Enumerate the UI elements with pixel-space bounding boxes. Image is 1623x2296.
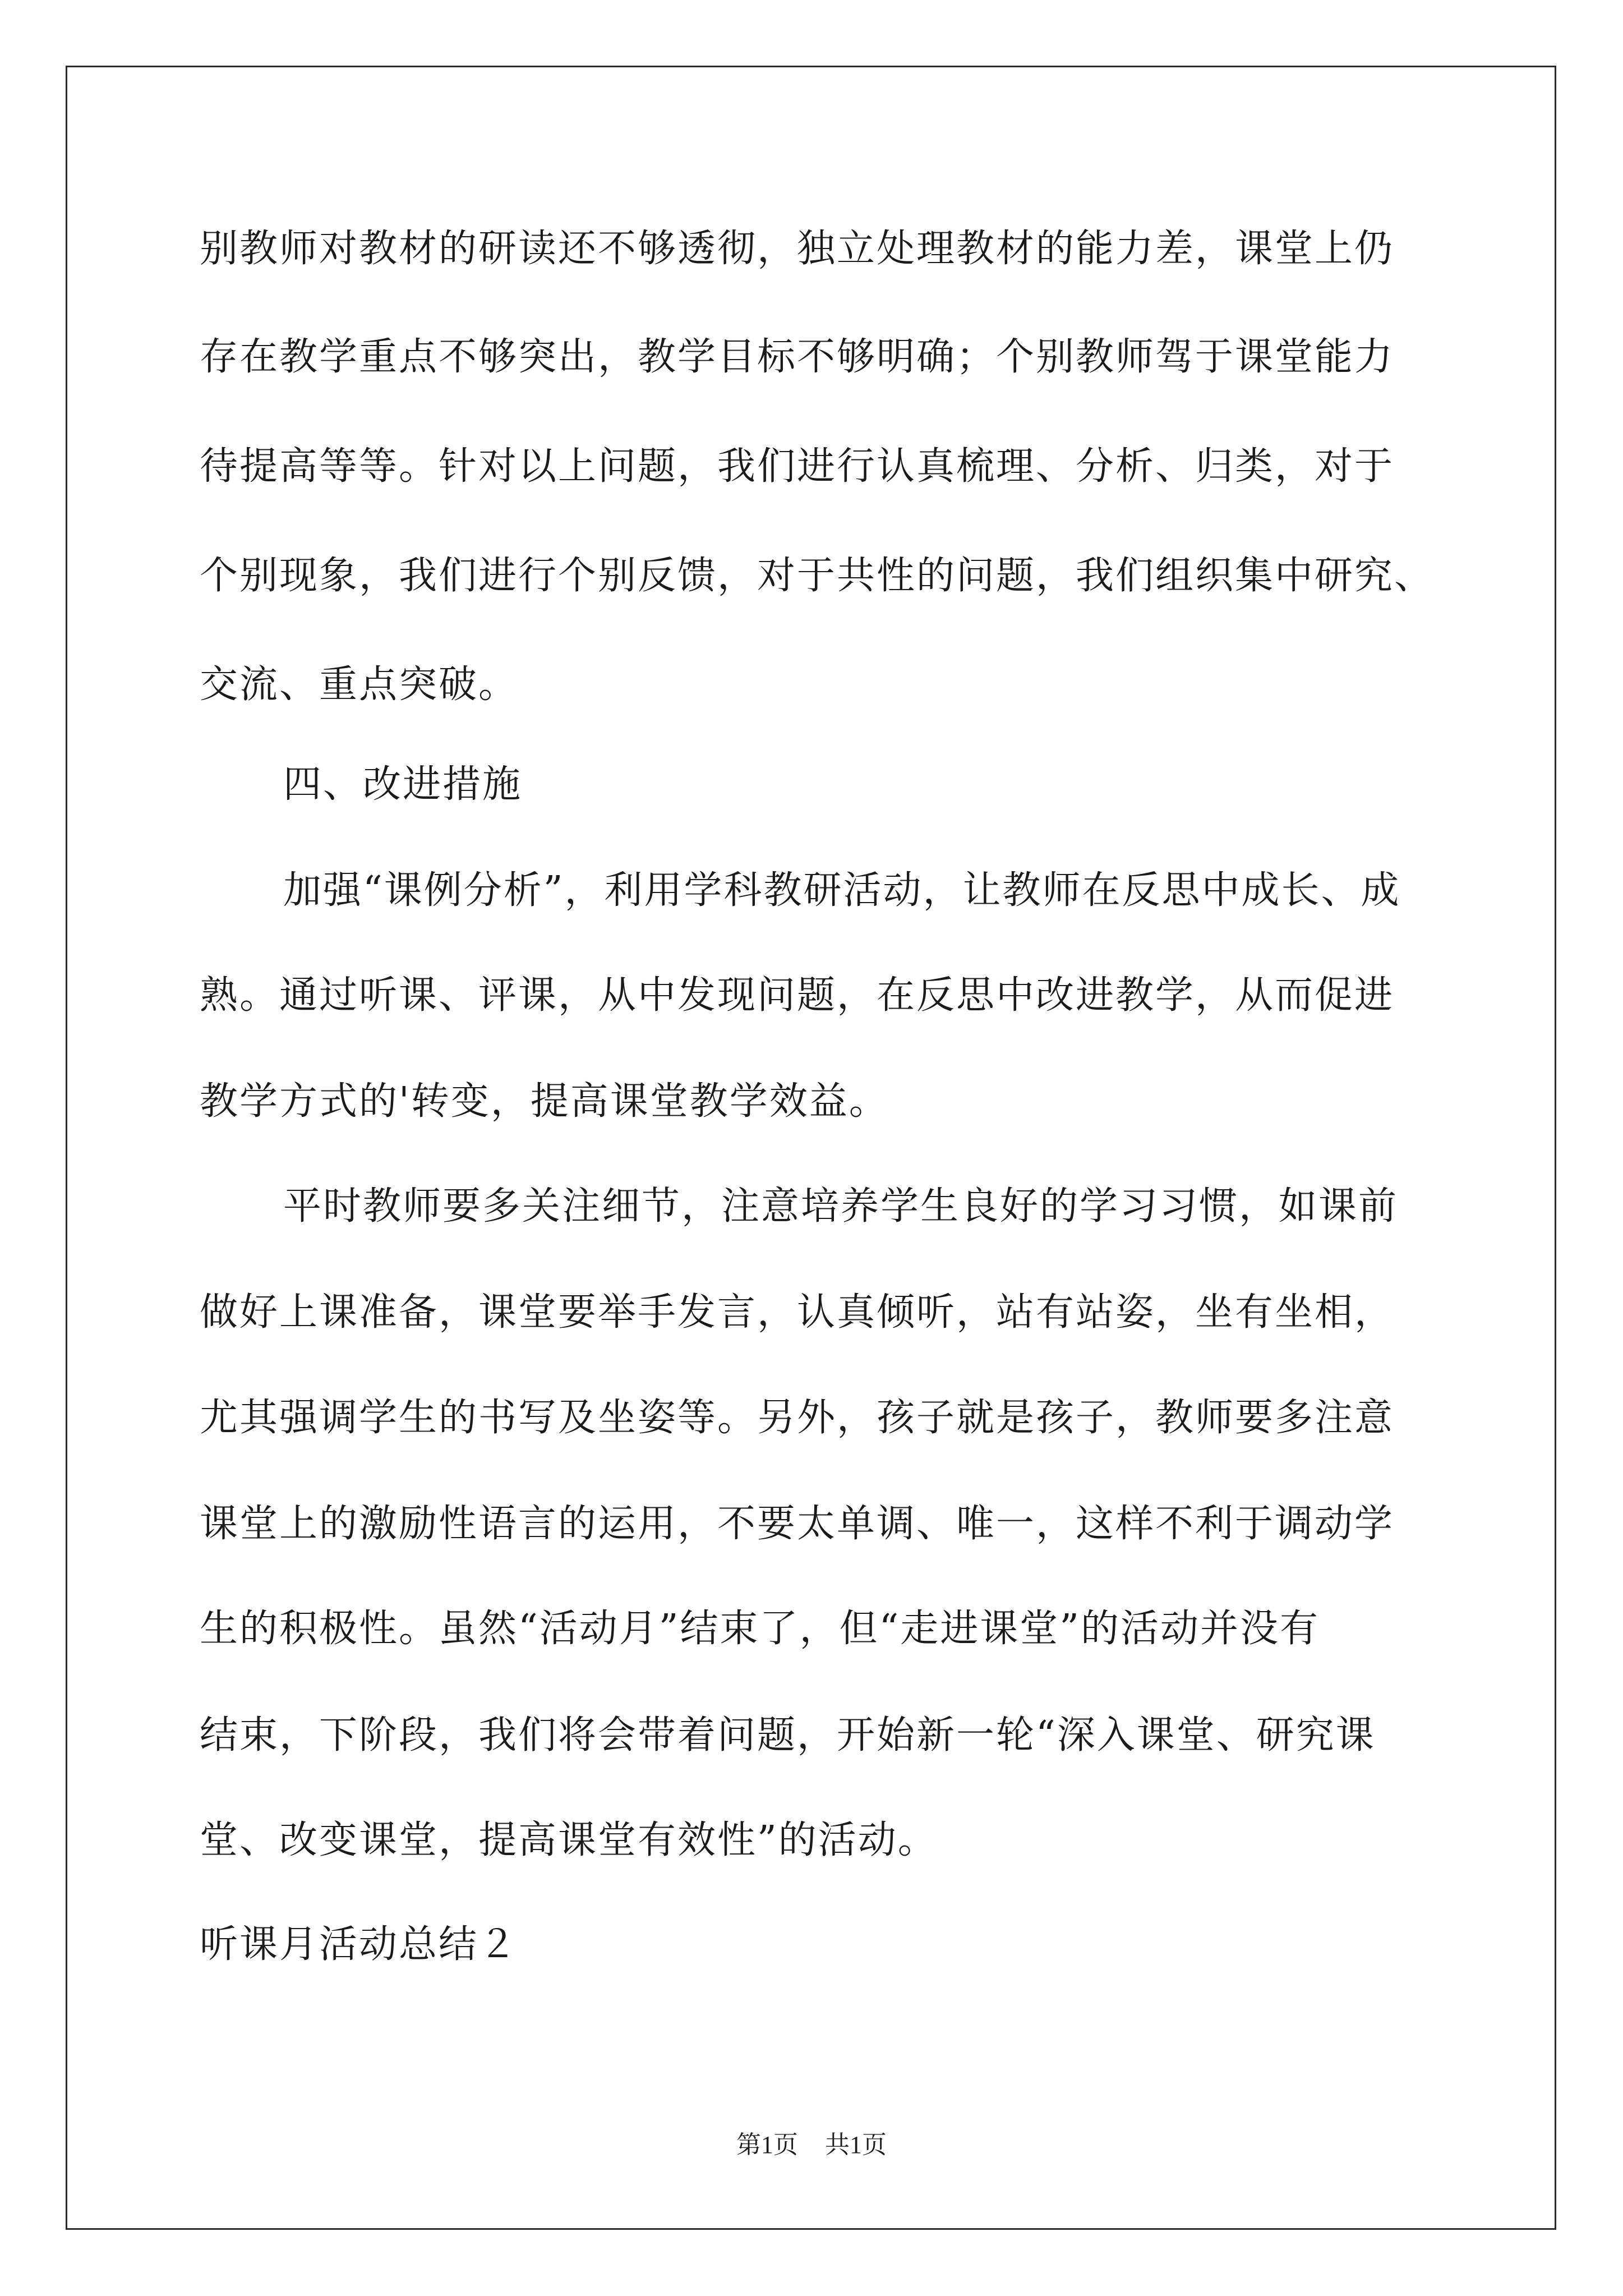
paragraph-line: 结束，下阶段，我们将会带着问题，开始新一轮“深入课堂、研究课: [200, 1713, 1376, 1757]
page-number: 第1页: [736, 2131, 798, 2159]
document-title: 听课月活动总结２: [200, 1922, 519, 1967]
paragraph-line: 别教师对教材的研读还不够透彻，独立处理教材的能力差，课堂上仍: [200, 227, 1395, 271]
paragraph-line: 生的积极性。虽然“活动月”结束了，但“走进课堂”的活动并没有: [200, 1607, 1320, 1651]
paragraph-line: 个别现象，我们进行个别反馈，对于共性的问题，我们组织集中研究、: [200, 554, 1435, 598]
page-footer: [0, 2133, 1623, 2157]
paragraph-line: 存在教学重点不够突出，教学目标不够明确；个别教师驾于课堂能力: [200, 335, 1395, 379]
paragraph-line: 堂、改变课堂，提高课堂有效性”的活动。: [200, 1818, 938, 1862]
paragraph-line: 交流、重点突破。: [200, 662, 519, 707]
paragraph-line: 待提高等等。针对以上问题，我们进行认真梳理、分析、归类，对于: [200, 444, 1395, 489]
paragraph-line: 课堂上的激励性语言的运用，不要太单调、唯一，这样不利于调动学: [200, 1502, 1395, 1546]
page-total: 共1页: [825, 2131, 887, 2159]
paragraph-line: 做好上课准备，课堂要举手发言，认真倾听，站有站姿，坐有坐相，: [200, 1290, 1395, 1335]
paragraph-line: 加强“课例分析”，利用学科教研活动，让教师在反思中成长、成: [283, 868, 1401, 913]
section-heading: 四、改进措施: [283, 762, 523, 807]
paragraph-line: 尤其强调学生的书写及坐姿等。另外，孩子就是孩子，教师要多注意: [200, 1396, 1395, 1440]
page-border: [66, 66, 1556, 2230]
paragraph-line: 熟。通过听课、评课，从中发现问题，在反思中改进教学，从而促进: [200, 973, 1395, 1018]
paragraph-line: 平时教师要多关注细节，注意培养学生良好的学习习惯，如课前: [283, 1184, 1399, 1228]
paragraph-line: 教学方式的'转变，提高课堂教学效益。: [200, 1079, 889, 1124]
